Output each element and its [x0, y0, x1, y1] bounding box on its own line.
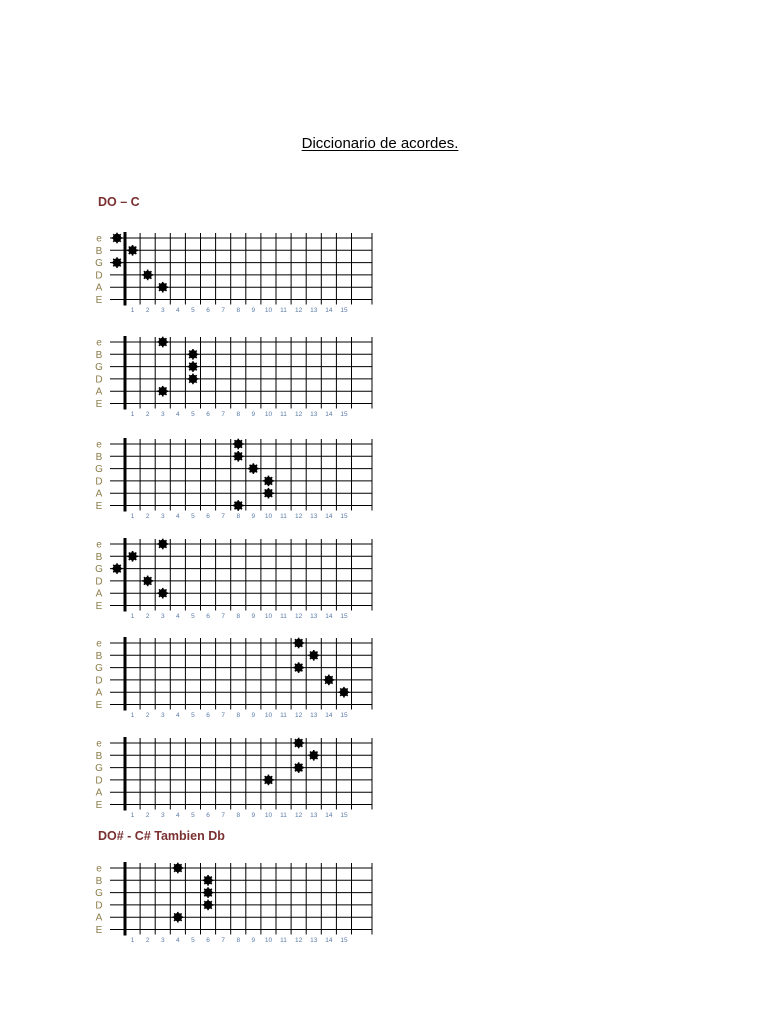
finger-dot: [142, 270, 153, 281]
fret-number-label: 6: [206, 812, 210, 819]
fret-number-label: 8: [236, 513, 241, 520]
fretboard: [92, 434, 392, 524]
fret-number-label: 6: [206, 937, 210, 944]
fret-number-label: 11: [280, 812, 287, 819]
string-name-label: D: [95, 476, 103, 488]
string-name-label: A: [95, 912, 103, 924]
fret-number-label: 7: [221, 937, 225, 944]
fret-number-label: 15: [340, 613, 348, 620]
fret-number-label: 14: [325, 613, 333, 620]
finger-dot: [248, 463, 259, 474]
fret-number-label: 4: [176, 411, 180, 418]
fret-number-label: 15: [340, 712, 348, 719]
finger-dot: [308, 650, 319, 661]
fretboard: [92, 332, 392, 422]
string-name-label: e: [96, 738, 102, 750]
fret-number-label: 1: [130, 307, 135, 314]
chord-diagram: [92, 858, 392, 948]
fret-number-label: 2: [145, 411, 150, 418]
fret-number-label: 11: [280, 613, 287, 620]
fret-number-label: 14: [325, 307, 333, 314]
fretboard: [92, 858, 392, 948]
string-name-label: B: [95, 551, 103, 563]
fretboard: [92, 228, 392, 318]
string-name-label: B: [95, 875, 103, 887]
fret-number-label: 9: [251, 411, 256, 418]
fret-number-label: 5: [191, 712, 195, 719]
fret-number-label: 3: [160, 513, 165, 520]
finger-dot: [112, 563, 123, 574]
page-title: Diccionario de acordes.: [301, 135, 459, 152]
string-name-label: e: [96, 439, 102, 451]
string-name-label: G: [95, 763, 103, 775]
fret-number-label: 2: [145, 307, 150, 314]
finger-dot: [157, 337, 168, 348]
fret-number-label: 6: [206, 613, 210, 620]
chord-heading-do: DO – C: [98, 195, 140, 209]
string-name-label: D: [95, 775, 103, 787]
finger-dot: [188, 374, 199, 385]
fret-number-label: 13: [310, 411, 318, 418]
fret-number-label: 13: [310, 307, 318, 314]
fret-number-label: 1: [130, 937, 135, 944]
fret-number-label: 13: [310, 937, 318, 944]
fret-number-label: 5: [191, 613, 195, 620]
fret-number-label: 3: [160, 937, 165, 944]
fret-number-label: 7: [221, 513, 225, 520]
fret-number-label: 7: [221, 411, 225, 418]
string-name-label: G: [95, 663, 103, 675]
finger-dot: [173, 863, 184, 874]
fret-number-label: 11: [280, 937, 287, 944]
fret-number-label: 1: [130, 513, 135, 520]
fret-number-label: 7: [221, 307, 225, 314]
string-name-label: e: [96, 539, 102, 551]
string-name-label: e: [96, 337, 102, 349]
fret-number-label: 14: [325, 411, 333, 418]
fret-number-label: 4: [176, 812, 180, 819]
string-name-label: G: [95, 564, 103, 576]
fret-number-label: 15: [340, 937, 348, 944]
fret-number-label: 3: [160, 712, 165, 719]
string-name-label: A: [95, 787, 103, 799]
fret-number-label: 7: [221, 712, 225, 719]
fret-number-label: 14: [325, 712, 333, 719]
fret-number-label: 9: [251, 513, 256, 520]
fret-number-label: 1: [130, 712, 135, 719]
fret-number-label: 2: [145, 812, 150, 819]
fret-number-label: 10: [264, 937, 273, 944]
fret-number-label: 15: [340, 411, 348, 418]
fret-number-label: 13: [310, 812, 318, 819]
finger-dot: [188, 349, 199, 360]
finger-dot: [233, 439, 244, 450]
fret-number-label: 10: [264, 513, 273, 520]
string-name-label: A: [95, 488, 103, 500]
fret-number-label: 14: [325, 513, 333, 520]
chord-diagram: [92, 434, 392, 524]
finger-dot: [324, 675, 335, 686]
finger-dot: [127, 551, 138, 562]
fret-number-label: 10: [264, 812, 273, 819]
fret-number-label: 1: [130, 411, 135, 418]
finger-dot: [308, 750, 319, 761]
fret-number-label: 4: [176, 307, 180, 314]
fretboard: [92, 633, 392, 723]
string-name-label: G: [95, 258, 103, 270]
finger-dot: [157, 539, 168, 550]
fret-number-label: 5: [191, 307, 195, 314]
fret-number-label: 6: [206, 712, 210, 719]
fret-number-label: 10: [264, 613, 273, 620]
fret-number-label: 8: [236, 812, 241, 819]
fret-number-label: 5: [191, 513, 195, 520]
finger-dot: [112, 257, 123, 268]
fret-number-label: 9: [251, 613, 256, 620]
fret-number-label: 4: [176, 712, 180, 719]
finger-dot: [339, 687, 350, 698]
string-name-label: E: [95, 399, 103, 410]
finger-dot: [203, 875, 214, 886]
fret-number-label: 3: [160, 812, 165, 819]
fretboard: [92, 733, 392, 823]
finger-dot: [293, 662, 304, 673]
string-name-label: D: [95, 270, 103, 282]
fret-number-label: 3: [160, 613, 165, 620]
finger-dot: [263, 476, 274, 487]
finger-dot: [233, 451, 244, 462]
fret-number-label: 12: [295, 613, 303, 620]
fret-number-label: 4: [176, 513, 180, 520]
fretboard: [92, 534, 392, 624]
finger-dot: [157, 282, 168, 293]
fret-number-label: 13: [310, 712, 318, 719]
fret-number-label: 1: [130, 613, 135, 620]
fret-number-label: 5: [191, 937, 195, 944]
fret-number-label: 11: [280, 513, 287, 520]
string-name-label: A: [95, 588, 103, 600]
string-name-label: E: [95, 295, 103, 306]
fret-number-label: 9: [251, 937, 256, 944]
finger-dot: [188, 361, 199, 372]
string-name-label: G: [95, 362, 103, 374]
string-name-label: E: [95, 800, 103, 811]
fret-number-label: 12: [295, 937, 303, 944]
fret-number-label: 6: [206, 513, 210, 520]
string-name-label: D: [95, 374, 103, 386]
fret-number-label: 10: [264, 411, 273, 418]
finger-dot: [127, 245, 138, 256]
string-name-label: E: [95, 601, 103, 612]
fret-number-label: 5: [191, 411, 195, 418]
fret-number-label: 5: [191, 812, 195, 819]
string-name-label: B: [95, 650, 103, 662]
fret-number-label: 12: [295, 812, 303, 819]
string-name-label: G: [95, 464, 103, 476]
string-name-label: e: [96, 863, 102, 875]
fret-number-label: 8: [236, 307, 241, 314]
fret-number-label: 2: [145, 937, 150, 944]
fret-number-label: 8: [236, 937, 241, 944]
chord-diagram: [92, 633, 392, 723]
fret-number-label: 11: [280, 712, 287, 719]
fret-number-label: 2: [145, 513, 150, 520]
finger-dot: [173, 912, 184, 923]
fret-number-label: 13: [310, 613, 318, 620]
chord-diagram: [92, 228, 392, 318]
fret-number-label: 4: [176, 613, 180, 620]
string-name-label: B: [95, 451, 103, 463]
fret-number-label: 12: [295, 411, 303, 418]
fret-number-label: 14: [325, 937, 333, 944]
fret-number-label: 4: [176, 937, 180, 944]
fret-number-label: 1: [130, 812, 135, 819]
fret-number-label: 8: [236, 712, 241, 719]
fret-number-label: 2: [145, 613, 150, 620]
string-name-label: e: [96, 638, 102, 650]
fret-number-label: 15: [340, 812, 348, 819]
fret-number-label: 12: [295, 712, 303, 719]
fret-number-label: 12: [295, 307, 303, 314]
string-name-label: e: [96, 233, 102, 245]
fret-number-label: 14: [325, 812, 333, 819]
fret-number-label: 8: [236, 613, 241, 620]
chord-diagram: [92, 733, 392, 823]
finger-dot: [293, 762, 304, 773]
string-name-label: D: [95, 675, 103, 687]
finger-dot: [293, 638, 304, 649]
fret-number-label: 7: [221, 613, 225, 620]
fret-number-label: 3: [160, 411, 165, 418]
fret-number-label: 9: [251, 307, 256, 314]
chord-diagram: [92, 332, 392, 422]
finger-dot: [263, 775, 274, 786]
fret-number-label: 6: [206, 307, 210, 314]
fret-number-label: 11: [280, 307, 287, 314]
fret-number-label: 6: [206, 411, 210, 418]
string-name-label: B: [95, 245, 103, 257]
fret-number-label: 9: [251, 812, 256, 819]
fret-number-label: 9: [251, 712, 256, 719]
fret-number-label: 11: [280, 411, 287, 418]
fret-number-label: 7: [221, 812, 225, 819]
fret-number-label: 2: [145, 712, 150, 719]
finger-dot: [157, 386, 168, 397]
string-name-label: E: [95, 700, 103, 711]
string-name-label: D: [95, 576, 103, 588]
chord-heading-do-sharp: DO# - C# Tambien Db: [98, 829, 225, 843]
finger-dot: [263, 488, 274, 499]
fret-number-label: 15: [340, 307, 348, 314]
fret-number-label: 12: [295, 513, 303, 520]
fret-number-label: 8: [236, 411, 241, 418]
string-name-label: B: [95, 750, 103, 762]
string-name-label: A: [95, 282, 103, 294]
string-name-label: G: [95, 888, 103, 900]
finger-dot: [203, 887, 214, 898]
finger-dot: [233, 500, 244, 511]
finger-dot: [142, 576, 153, 587]
finger-dot: [157, 588, 168, 599]
fret-number-label: 15: [340, 513, 348, 520]
finger-dot: [293, 738, 304, 749]
finger-dot: [112, 233, 123, 244]
string-name-label: E: [95, 501, 103, 512]
fret-number-label: 3: [160, 307, 165, 314]
chord-diagram: [92, 534, 392, 624]
string-name-label: A: [95, 687, 103, 699]
fret-number-label: 10: [264, 307, 273, 314]
fret-number-label: 10: [264, 712, 273, 719]
string-name-label: A: [95, 386, 103, 398]
string-name-label: D: [95, 900, 103, 912]
string-name-label: E: [95, 925, 103, 936]
string-name-label: B: [95, 349, 103, 361]
finger-dot: [203, 900, 214, 911]
fret-number-label: 13: [310, 513, 318, 520]
